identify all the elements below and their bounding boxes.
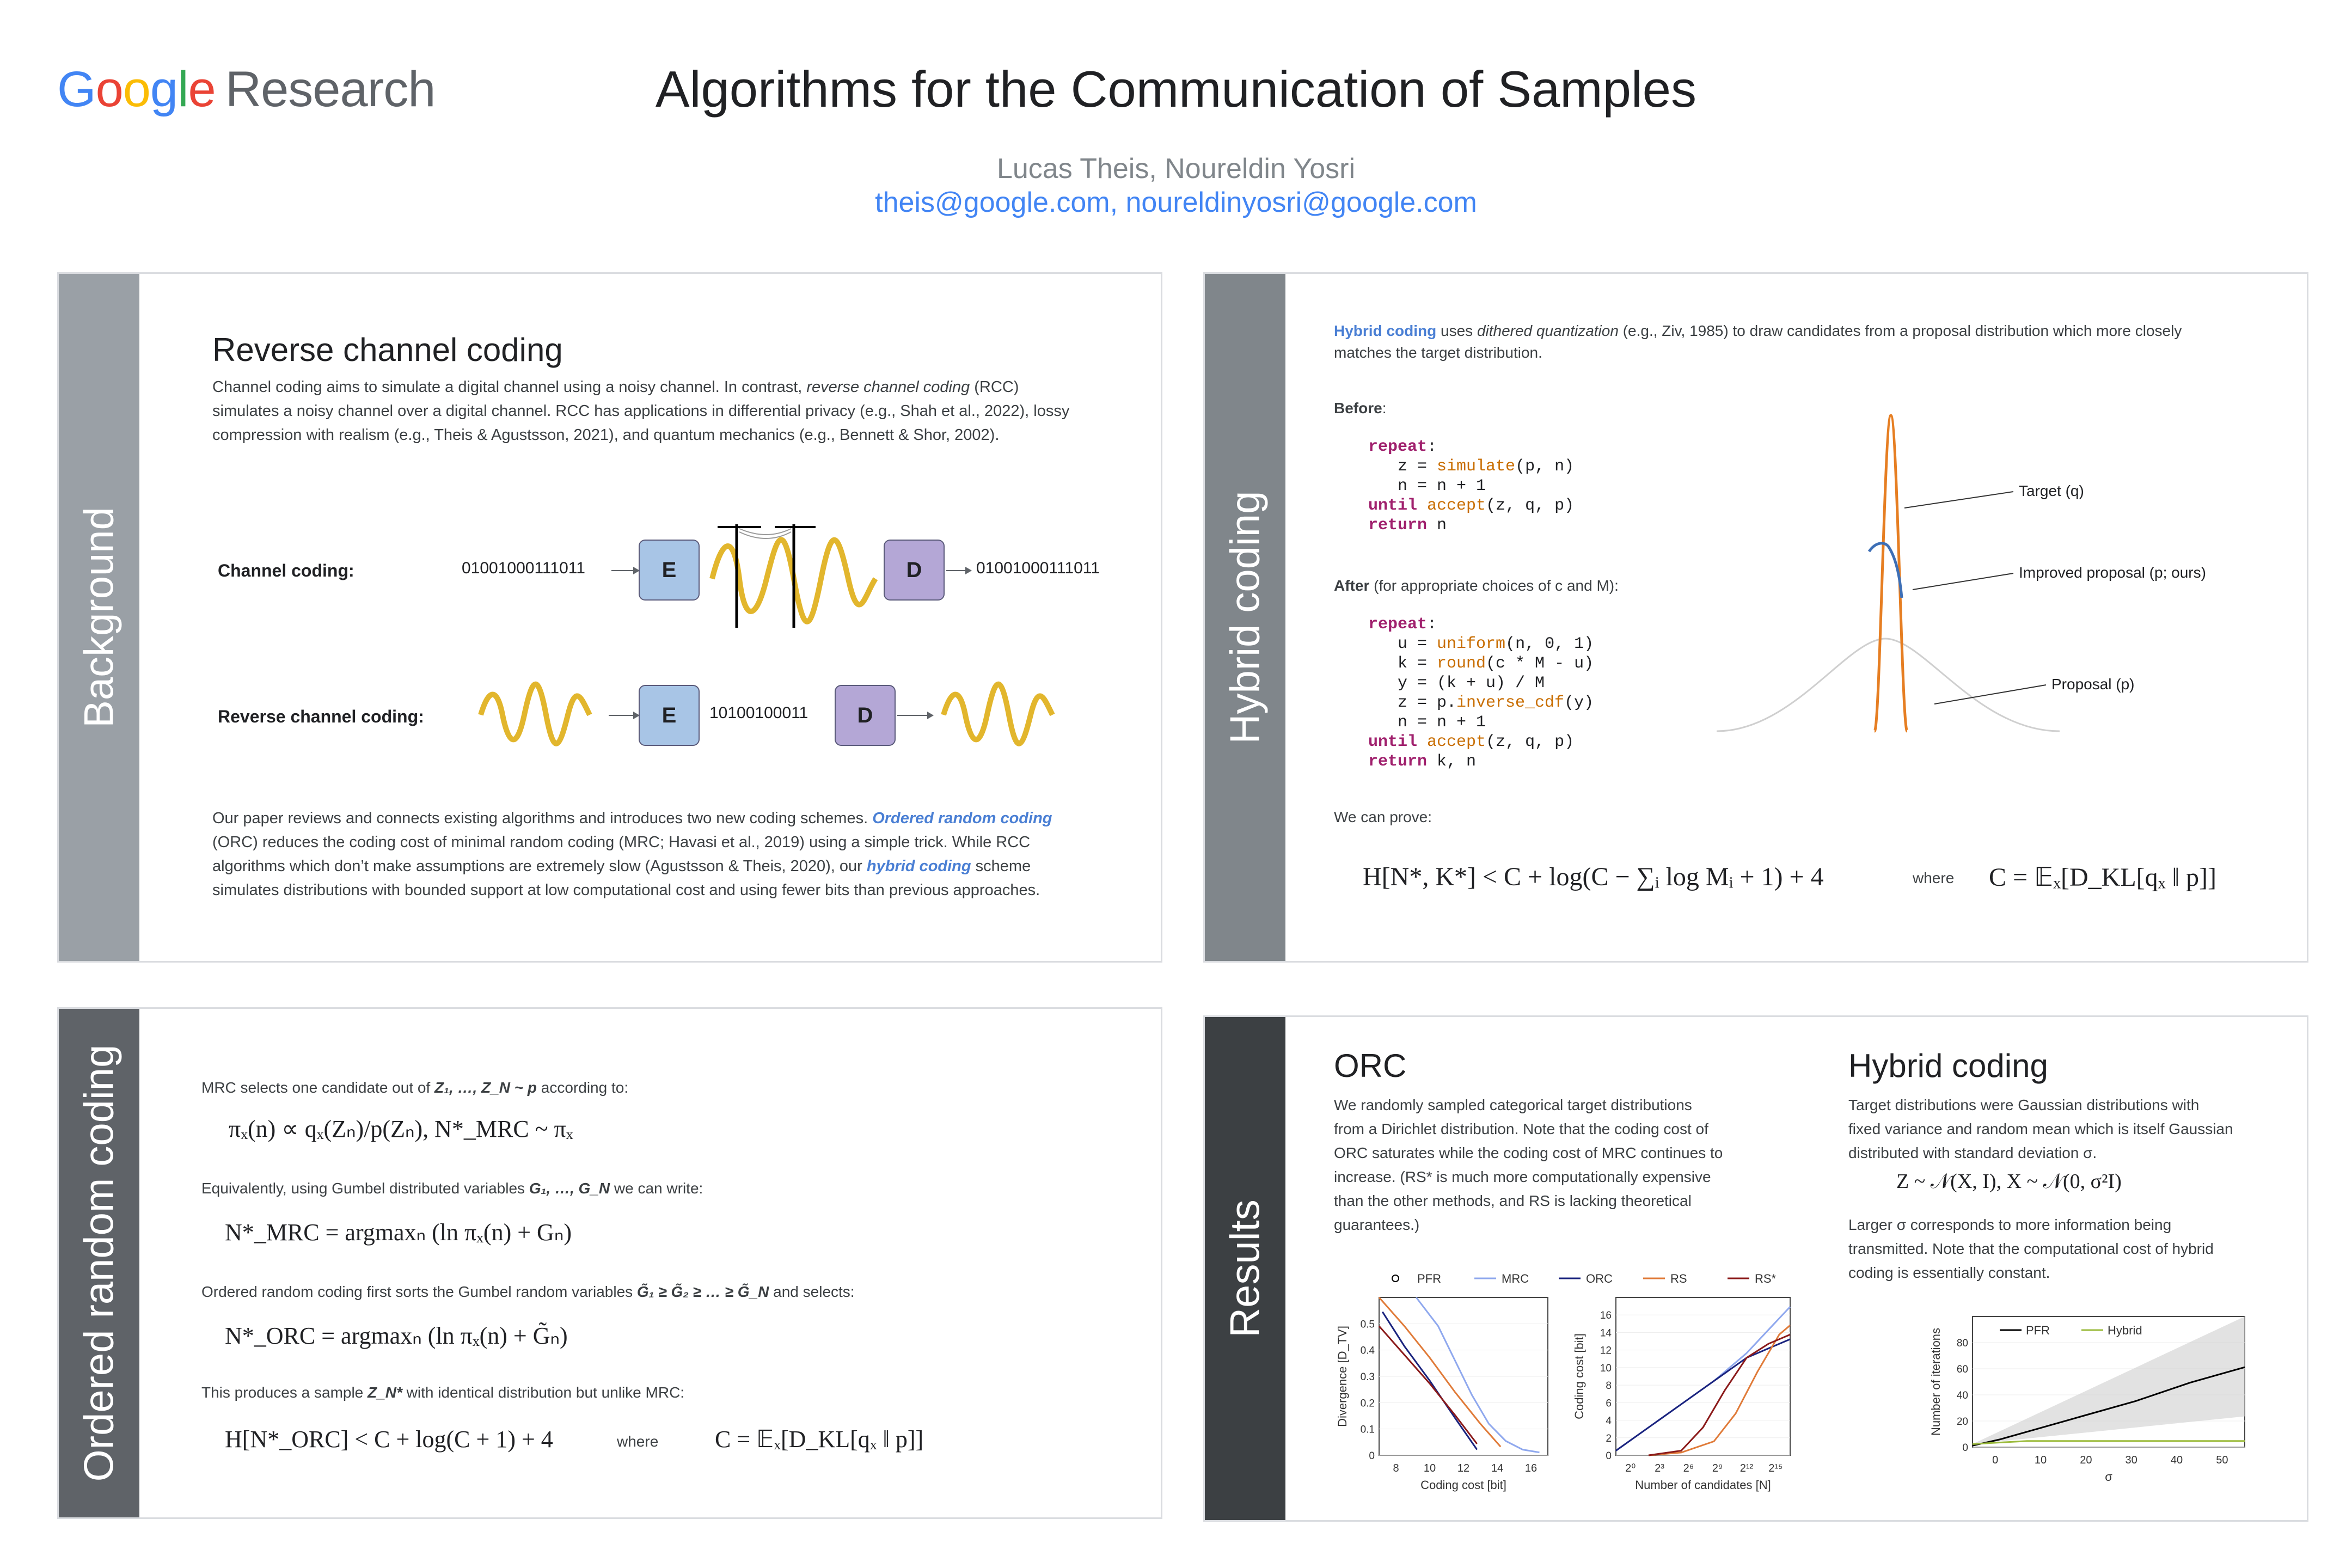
code-line [1368, 516, 1574, 535]
code-text: : [1427, 438, 1437, 456]
results-hybrid-eq: Z ~ 𝒩(X, I), X ~ 𝒩(0, σ²I) [1896, 1170, 2122, 1193]
hybrid-side-label: Hybrid coding [1222, 491, 1269, 744]
code-line [1368, 615, 1594, 634]
improved-proposal-curve [1869, 543, 1902, 598]
code-text: n = n + 1 [1368, 477, 1486, 495]
orc-eq-3: N*_ORC = argmaxₙ (ln πₓ(n) + G̃ₙ) [225, 1322, 568, 1349]
legend-improved: Improved proposal (p; ours) [2019, 564, 2206, 581]
where-label: where [1913, 869, 1955, 886]
channel-output-bits: 01001000111011 [976, 559, 1100, 577]
code-keyword: return [1368, 752, 1428, 771]
orc-panel [57, 1007, 1162, 1519]
code-line [1368, 634, 1594, 654]
y-tick-label: 20 [1956, 1416, 1968, 1428]
hybrid-distribution-figure [1711, 410, 2256, 748]
orc-eq-2: N*_MRC = argmaxₙ (ln πₓ(n) + Gₙ) [225, 1219, 572, 1246]
proposal-curve [1717, 639, 2060, 731]
orc-line-1 [201, 1077, 628, 1099]
rcc-label: Reverse channel coding: [218, 707, 424, 726]
text: with identical distribution but unlike MRC: [402, 1384, 685, 1401]
y-tick-label: 4 [1606, 1415, 1612, 1427]
code-line [1368, 457, 1574, 476]
code-text: z = p. [1368, 694, 1457, 712]
series-line-rs [1649, 1325, 1790, 1455]
results-side-bar [1205, 1017, 1285, 1520]
after-code [1368, 615, 1594, 771]
text: simulates distributions with bounded support at low computational cost and using fewer bits than previous approaches. [212, 881, 1040, 899]
results-hybrid-text [1848, 1093, 2284, 1165]
background-side-bar [59, 274, 139, 961]
x-tick-label: 2¹⁵ [1768, 1462, 1783, 1474]
legend-label: RS [1670, 1272, 1687, 1285]
text-emph: G₁, …, G_N [529, 1180, 610, 1197]
code-text: k = [1368, 654, 1437, 673]
text: coding is essentially constant. [1848, 1264, 2050, 1281]
y-tick-label: 0 [1369, 1450, 1375, 1462]
text: (e.g., Ziv, 1985) to draw candidates from a proposal distribution which more closely [1618, 322, 2182, 339]
sample-wave-icon [941, 666, 1055, 758]
y-tick-label: 16 [1600, 1310, 1612, 1322]
code-text: n [1427, 516, 1447, 535]
text: we can write: [610, 1180, 703, 1197]
hybrid-side-bar [1205, 274, 1285, 961]
series-line-hybrid [1973, 1441, 2245, 1444]
text: Equivalently, using Gumbel distributed variables [201, 1180, 529, 1197]
legend-label: PFR [1417, 1272, 1441, 1285]
y-tick-label: 0.1 [1360, 1424, 1375, 1436]
text: than the other methods, and RS is lacking theoretical [1334, 1192, 1692, 1209]
code-function: inverse_cdf [1456, 694, 1565, 712]
x-tick-label: 2¹² [1739, 1462, 1754, 1474]
text: : [1382, 400, 1387, 416]
results-orc-text [1334, 1093, 1802, 1237]
pointer-line [1934, 685, 2046, 704]
text: according to: [537, 1079, 629, 1096]
y-tick-label: 10 [1600, 1362, 1612, 1374]
code-function: simulate [1437, 457, 1516, 476]
noisy-channel-wave-icon [707, 513, 886, 633]
text: Channel coding aims to simulate a digital channel using a noisy channel. In contrast, [212, 378, 807, 396]
code-text: z = [1368, 457, 1437, 476]
x-tick-label: 50 [2216, 1454, 2228, 1466]
logo-letter: G [57, 62, 96, 117]
text: scheme [971, 857, 1031, 875]
text: We randomly sampled categorical target distributions [1334, 1097, 1692, 1113]
y-tick-label: 80 [1956, 1338, 1968, 1349]
results-panel [1203, 1015, 2308, 1522]
code-line [1368, 752, 1594, 771]
logo-letter: e [188, 62, 216, 117]
text: Our paper reviews and connects existing algorithms and introduces two new coding schemes. [212, 810, 873, 827]
code-text: n = n + 1 [1368, 713, 1486, 732]
text: (ORC) reduces the coding cost of minimal random coding (MRC; Havasi et al., 2019) using a simple trick. While RCC [212, 834, 1031, 851]
y-tick-label: 0.4 [1360, 1345, 1375, 1357]
background-heading: Reverse channel coding [212, 332, 563, 368]
channel-coding-label: Channel coding: [218, 561, 354, 580]
hybrid-bound: H[N*, K*] < C + log(C − ∑ᵢ log Mᵢ + 1) + 4 [1363, 862, 1824, 891]
code-keyword: until [1368, 733, 1428, 751]
page-title: Algorithms for the Communication of Samples [655, 60, 1697, 118]
pointer-line [1913, 573, 2013, 590]
arrow-icon [897, 715, 933, 716]
code-text: u = [1368, 635, 1437, 653]
logo-letter: o [122, 62, 150, 117]
orc-eq-4: H[N*_ORC] < C + log(C + 1) + 4 [225, 1426, 553, 1453]
code-line [1368, 476, 1574, 496]
y-tick-label: 0.3 [1360, 1371, 1375, 1383]
arrow-icon [611, 570, 639, 571]
legend-label: ORC [1586, 1272, 1613, 1285]
code-text: y = (k + u) / M [1368, 674, 1545, 693]
x-tick-label: 2³ [1655, 1462, 1664, 1474]
orc-eq-5: C = 𝔼ₓ[D_KL[qₓ ‖ p]] [715, 1426, 924, 1453]
emails[interactable]: theis@google.com, noureldinyosri@google.com [875, 187, 1477, 218]
results-side-label: Results [1222, 1199, 1269, 1338]
logo-letter: l [177, 62, 188, 117]
text: Target distributions were Gaussian distributions with [1848, 1097, 2200, 1113]
decoder-box: D [835, 685, 896, 746]
text-link: hybrid coding [866, 857, 971, 875]
y-tick-label: 0.2 [1360, 1398, 1375, 1410]
hybrid-panel [1203, 272, 2308, 963]
orc-where: where [617, 1433, 659, 1450]
c-definition: C = 𝔼ₓ[D_KL[qₓ ‖ p]] [1989, 863, 2217, 892]
x-tick-label: 10 [2034, 1454, 2047, 1466]
series-line-rs-star [1379, 1326, 1477, 1444]
x-tick-label: 2⁶ [1683, 1462, 1694, 1474]
text: (for appropriate choices of c and M): [1369, 577, 1619, 594]
y-axis-label: Number of iterations [1929, 1327, 1943, 1436]
decoder-box: D [884, 540, 945, 601]
text-link: Ordered random coding [872, 810, 1052, 827]
x-tick-label: 2⁰ [1625, 1462, 1636, 1474]
x-axis-label: Coding cost [bit] [1420, 1478, 1506, 1492]
text-emph: dithered quantization [1477, 322, 1619, 339]
results-hybrid-heading: Hybrid coding [1848, 1048, 2048, 1084]
text: compression with realism (e.g., Theis & Agustsson, 2021), and quantum mechanics (e.g., Bennett & Shor, 2002). [212, 426, 1000, 444]
channel-input-bits: 01001000111011 [462, 559, 585, 577]
x-tick-label: 12 [1457, 1462, 1470, 1474]
y-axis-label: Coding cost [bit] [1572, 1333, 1586, 1419]
legend-proposal: Proposal (p) [2051, 676, 2135, 693]
code-text: (n, 0, 1) [1505, 635, 1594, 653]
text: Larger σ corresponds to more information being [1848, 1216, 2172, 1233]
code-text: (y) [1564, 694, 1594, 712]
y-tick-label: 14 [1600, 1327, 1612, 1339]
text: ORC saturates while the coding cost of MRC continues to [1334, 1144, 1723, 1161]
code-function: accept [1427, 497, 1486, 515]
x-tick-label: 8 [1393, 1462, 1399, 1474]
code-text: (z, q, p) [1486, 497, 1575, 515]
text: and selects: [769, 1283, 855, 1300]
text-emph: reverse channel coding [806, 378, 970, 396]
code-line [1368, 673, 1594, 693]
results-hybrid-text-2 [1848, 1213, 2284, 1285]
legend-label: RS* [1755, 1272, 1777, 1285]
x-tick-label: 16 [1524, 1462, 1538, 1474]
encoder-box: E [639, 540, 700, 601]
code-text: (p, n) [1515, 457, 1575, 476]
coding-cost-chart [1567, 1287, 1801, 1504]
text: After [1334, 577, 1370, 594]
text: simulates a noisy channel over a digital channel. RCC has applications in differential privacy (e.g., Shah et al., 2022), lossy [212, 402, 1070, 420]
text-emph: Z₁, …, Z_N ~ p [434, 1079, 537, 1096]
y-tick-label: 8 [1606, 1380, 1612, 1392]
divergence-chart [1330, 1287, 1559, 1504]
y-tick-label: 2 [1606, 1432, 1612, 1444]
text: fixed variance and random mean which is itself Gaussian [1848, 1120, 2233, 1137]
authors: Lucas Theis, Noureldin Yosri [996, 153, 1356, 185]
x-tick-label: 20 [2080, 1454, 2092, 1466]
x-tick-label: 0 [1992, 1454, 1999, 1466]
rcc-bits: 10100100011 [709, 704, 808, 722]
background-intro [212, 375, 1138, 447]
hybrid-intro [1334, 320, 2287, 364]
orc-side-bar [59, 1009, 139, 1517]
legend-label: MRC [1502, 1272, 1529, 1285]
orc-line-4 [201, 1382, 684, 1404]
code-keyword: repeat [1368, 615, 1428, 634]
text: (RCC) [970, 378, 1019, 396]
background-side-label: Background [76, 507, 122, 728]
orc-side-label: Ordered random coding [76, 1044, 122, 1482]
text-emph: Z_N* [367, 1384, 402, 1401]
text-emph: G̃₁ ≥ G̃₂ ≥ … ≥ G̃_N [636, 1283, 769, 1300]
text: distributed with standard deviation σ. [1848, 1144, 2097, 1161]
background-panel [57, 272, 1162, 963]
text: transmitted. Note that the computational cost of hybrid [1848, 1240, 2214, 1257]
code-text: : [1427, 615, 1437, 634]
y-tick-label: 0 [1962, 1442, 1968, 1454]
text: uses [1436, 322, 1477, 339]
code-function: accept [1427, 733, 1486, 751]
logo-letter: g [150, 62, 178, 117]
x-tick-label: 30 [2125, 1454, 2137, 1466]
arrow-icon [609, 715, 639, 716]
before-code [1368, 437, 1574, 535]
text: This produces a sample [201, 1384, 368, 1401]
code-line [1368, 693, 1594, 713]
prove-label: We can prove: [1334, 808, 1432, 825]
before-label [1334, 397, 1386, 419]
series-line-rs [1379, 1297, 1500, 1447]
series-line-mrc [1616, 1307, 1790, 1450]
text: matches the target distribution. [1334, 344, 1542, 361]
iterations-chart [1924, 1306, 2261, 1491]
code-function: uniform [1437, 635, 1506, 653]
code-text: k, n [1427, 752, 1477, 771]
code-text: (z, q, p) [1486, 733, 1575, 751]
series-line-orc [1616, 1339, 1790, 1451]
background-outro [212, 806, 1149, 902]
x-axis-label: Number of candidates [N] [1635, 1478, 1771, 1492]
code-keyword: until [1368, 497, 1428, 515]
y-tick-label: 0 [1606, 1450, 1612, 1462]
text: from a Dirichlet distribution. Note that the coding cost of [1334, 1120, 1708, 1137]
y-tick-label: 0.5 [1360, 1319, 1375, 1331]
legend-label: Hybrid [2108, 1324, 2142, 1337]
text: increase. (RS* is much more computationally expensive [1334, 1168, 1711, 1185]
y-tick-label: 6 [1606, 1398, 1612, 1410]
text: guarantees.) [1334, 1216, 1420, 1233]
code-text: (c * M - u) [1486, 654, 1594, 673]
code-line [1368, 437, 1574, 457]
logo-letter: o [95, 62, 123, 117]
after-label [1334, 575, 1619, 597]
x-tick-label: 10 [1423, 1462, 1436, 1474]
orc-line-3 [201, 1281, 855, 1303]
orc-eq-1: πₓ(n) ∝ qₓ(Zₙ)/p(Zₙ), N*_MRC ~ πₓ [229, 1116, 573, 1142]
code-keyword: return [1368, 516, 1428, 535]
text: Before [1334, 400, 1382, 416]
code-keyword: repeat [1368, 438, 1428, 456]
code-function: round [1437, 654, 1486, 673]
code-line [1368, 654, 1594, 673]
x-tick-label: 14 [1491, 1462, 1504, 1474]
text: algorithms which don’t make assumptions are extremely slow (Agustsson & Theis, 2020), our [212, 857, 867, 875]
logo-research: Research [225, 62, 436, 117]
text: Ordered random coding first sorts the Gumbel random variables [201, 1283, 637, 1300]
legend-label: PFR [2026, 1324, 2050, 1337]
results-orc-heading: ORC [1334, 1048, 1407, 1084]
code-line [1368, 496, 1574, 516]
y-tick-label: 12 [1600, 1345, 1612, 1357]
x-tick-label: 2⁹ [1712, 1462, 1723, 1474]
legend-target: Target (q) [2019, 482, 2084, 499]
y-tick-label: 40 [1956, 1390, 1968, 1401]
x-axis-label: σ [2105, 1470, 2112, 1484]
legend-marker [1392, 1275, 1399, 1282]
encoder-box: E [639, 685, 700, 746]
arrow-icon [946, 570, 971, 571]
y-tick-label: 60 [1956, 1364, 1968, 1375]
code-line [1368, 713, 1594, 732]
target-curve [1875, 415, 1907, 731]
sample-wave-icon [478, 666, 592, 758]
y-axis-label: Divergence [D_TV] [1336, 1326, 1349, 1427]
pointer-line [1904, 492, 2013, 508]
x-tick-label: 40 [2170, 1454, 2183, 1466]
orc-line-2 [201, 1178, 703, 1199]
text: MRC selects one candidate out of [201, 1079, 435, 1096]
code-line [1368, 732, 1594, 752]
text-link: Hybrid coding [1334, 322, 1437, 339]
